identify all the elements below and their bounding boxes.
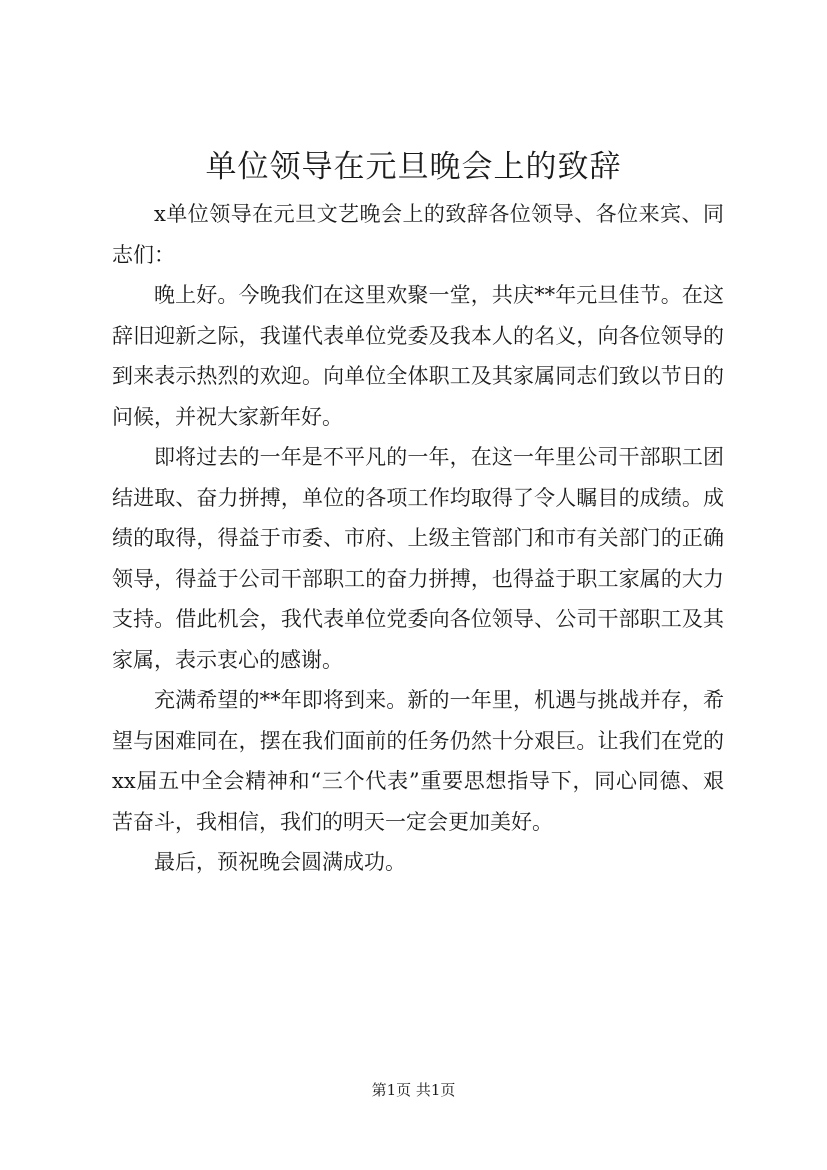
paragraph-closing: 最后，预祝晚会圆满成功。 [154,850,406,874]
document-title: 单位领导在元旦晚会上的致辞 [205,149,622,185]
document-body [112,172,724,883]
paragraph-welcome: 晚上好。今晚我们在这里欢聚一堂，共庆**年元旦佳节。在这辞旧迎新之际，我谨代表单位党委及我本人的名义，向各位领导的到来表示热烈的欢迎。向单位全体职工及其家属同志们致以节日的问候，并祝大家新年好。 [112,283,724,429]
paragraph-greeting: x单位领导在元旦文艺晚会上的致辞各位领导、各位来宾、同志们： [112,202,724,267]
paragraph-outlook: 充满希望的**年即将到来。新的一年里，机遇与挑战并存，希望与困难同在，摆在我们面前的任务仍然十分艰巨。让我们在党的xx届五中全会精神和“三个代表”重要思想指导下，同心同德、艰苦奋斗，我相信，我们的明天一定会更加美好。 [112,688,724,834]
page-footer [0,1080,827,1100]
page-number: 第1页 共1页 [371,1081,456,1099]
paragraph-review: 即将过去的一年是不平凡的一年，在这一年里公司干部职工团结进取、奋力拼搏，单位的各项工作均取得了令人瞩目的成绩。成绩的取得，得益于市委、市府、上级主管部门和市有关部门的正确领导，得益于公司干部职工的奋力拼搏，也得益于职工家属的大力支持。借此机会，我代表单位党委向各位领导、公司干部职工及其家属，表示衷心的感谢。 [112,445,724,672]
